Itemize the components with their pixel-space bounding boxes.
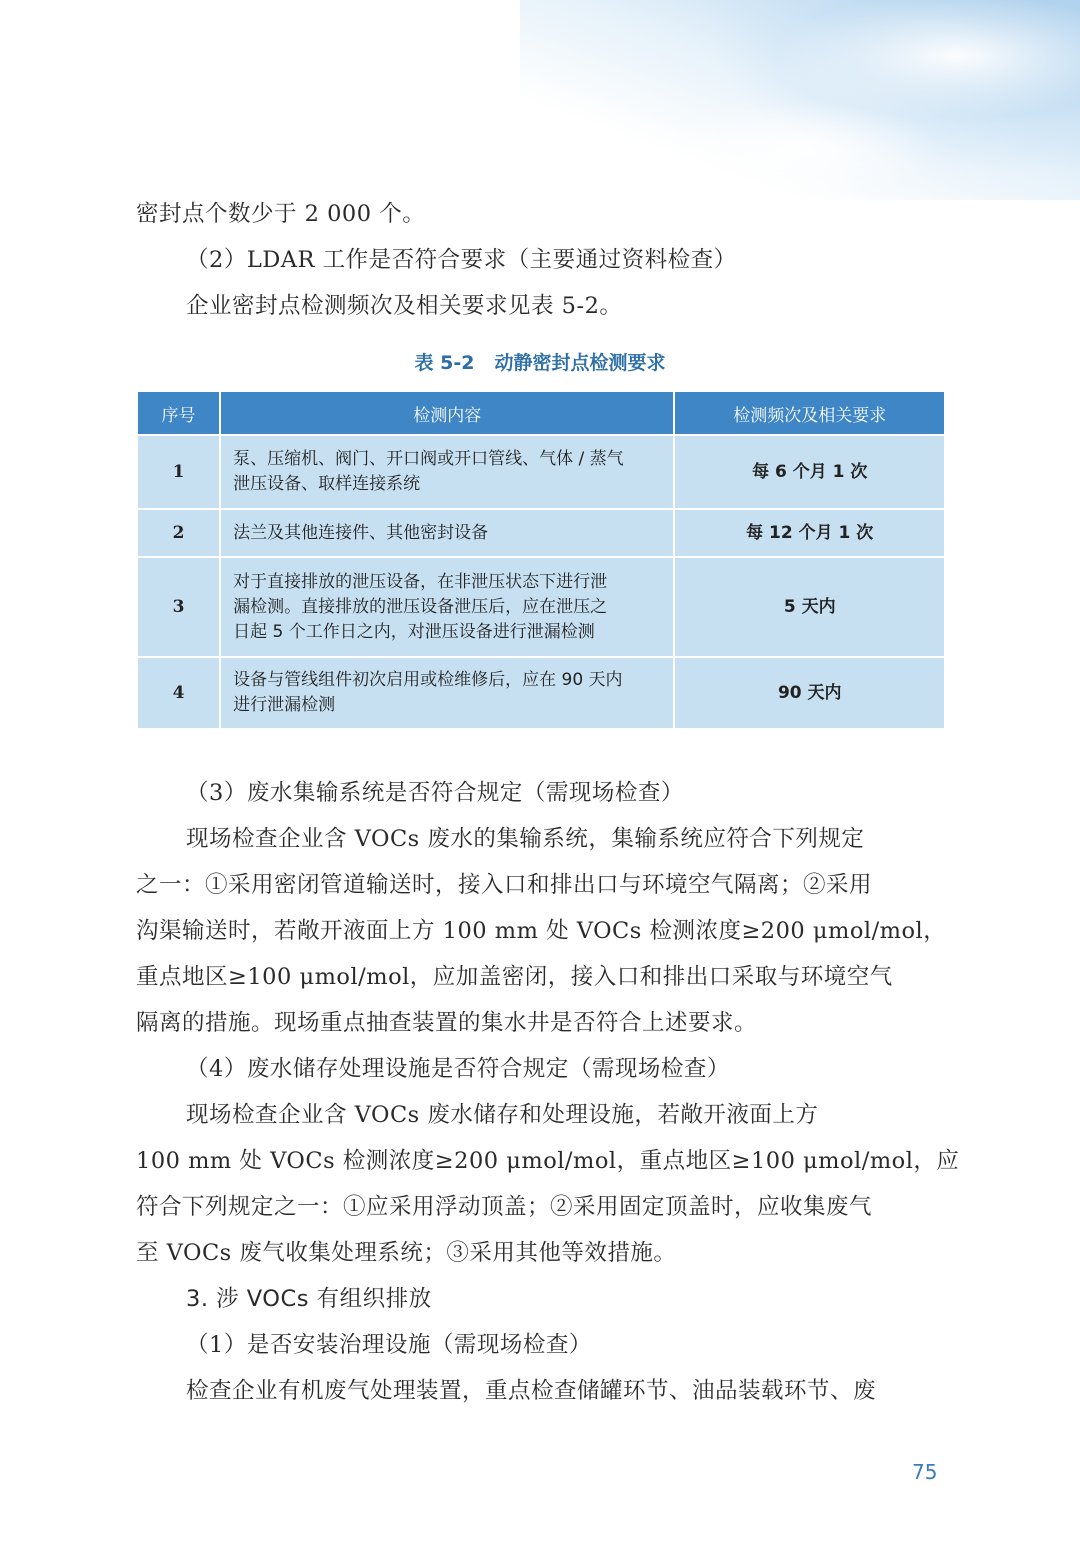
paragraph-line: 检查企业有机废气处理装置，重点检查储罐环节、油品装载环节、废 (186, 1378, 877, 1404)
paragraph-line: 100 mm 处 VOCs 检测浓度≥200 μmol/mol，重点地区≥100 μmol/mol，应 (136, 1148, 960, 1174)
sky-cloud-decoration (520, 0, 1080, 200)
row-number: 3 (137, 557, 220, 657)
header-serial: 序号 (137, 391, 220, 435)
paragraph-line: 符合下列规定之一：①应采用浮动顶盖；②采用固定顶盖时，应收集废气 (136, 1194, 873, 1220)
row-frequency: 每 12 个月 1 次 (674, 509, 945, 557)
paragraph-sealing-count: 密封点个数少于 2 000 个。 (136, 201, 426, 227)
row-number: 1 (137, 435, 220, 509)
paragraph-line: 隔离的措施。现场重点抽查装置的集水井是否符合上述要求。 (136, 1010, 758, 1036)
paragraph-line: 现场检查企业含 VOCs 废水储存和处理设施，若敞开液面上方 (186, 1102, 819, 1128)
heading-wastewater-transport: （3）废水集输系统是否符合规定（需现场检查） (186, 780, 684, 806)
table-caption-title: 动静密封点检测要求 (494, 352, 666, 374)
row-content-line: 进行泄漏检测 (233, 695, 336, 715)
row-number: 4 (137, 657, 220, 729)
row-content-line: 泵、压缩机、阀门、开口阀或开口管线、气体 / 蒸气 (233, 449, 624, 469)
table-row (137, 657, 945, 729)
row-number: 2 (137, 509, 220, 557)
detection-requirements-table (136, 390, 946, 730)
row-content-line: 法兰及其他连接件、其他密封设备 (233, 522, 489, 543)
paragraph-line: 之一：①采用密闭管道输送时，接入口和排出口与环境空气隔离；②采用 (136, 872, 873, 898)
table-caption-number: 表 5-2 (414, 352, 475, 374)
row-frequency: 每 6 个月 1 次 (674, 435, 945, 509)
row-content-line: 泄压设备、取样连接系统 (233, 474, 421, 494)
row-content (220, 435, 674, 509)
paragraph-line: 至 VOCs 废气收集处理系统；③采用其他等效措施。 (136, 1240, 677, 1266)
table-row (137, 509, 945, 557)
row-content-line: 日起 5 个工作日之内，对泄压设备进行泄漏检测 (233, 621, 595, 642)
paragraph-line: 现场检查企业含 VOCs 废水的集输系统，集输系统应符合下列规定 (186, 826, 865, 852)
table-row (137, 557, 945, 657)
heading-ldar: （2）LDAR 工作是否符合要求（主要通过资料检查） (186, 247, 737, 273)
row-content-line: 漏检测。直接排放的泄压设备泄压后，应在泄压之 (233, 596, 608, 617)
row-content (220, 557, 674, 657)
heading-wastewater-storage: （4）废水储存处理设施是否符合规定（需现场检查） (186, 1056, 730, 1082)
heading-treatment-facility: （1）是否安装治理设施（需现场检查） (186, 1332, 592, 1358)
row-content (220, 657, 674, 729)
paragraph-line: 重点地区≥100 μmol/mol，应加盖密闭，接入口和排出口采取与环境空气 (136, 964, 893, 990)
paragraph-line: 沟渠输送时，若敞开液面上方 100 mm 处 VOCs 检测浓度≥200 μmol/mol， (136, 918, 947, 944)
header-frequency: 检测频次及相关要求 (674, 391, 945, 435)
row-content (220, 509, 674, 557)
page-number: 75 (912, 1460, 938, 1484)
table-header-row (137, 391, 945, 435)
paragraph-table-ref: 企业密封点检测频次及相关要求见表 5-2。 (186, 293, 623, 319)
row-frequency: 5 天内 (674, 557, 945, 657)
row-frequency: 90 天内 (674, 657, 945, 729)
row-content-line: 设备与管线组件初次启用或检维修后，应在 90 天内 (233, 670, 623, 690)
section-heading-organized-emission: 3. 涉 VOCs 有组织排放 (186, 1286, 432, 1312)
table-caption (0, 348, 1080, 378)
header-content: 检测内容 (220, 391, 674, 435)
row-content-line: 对于直接排放的泄压设备，在非泄压状态下进行泄 (233, 571, 608, 592)
table-row (137, 435, 945, 509)
